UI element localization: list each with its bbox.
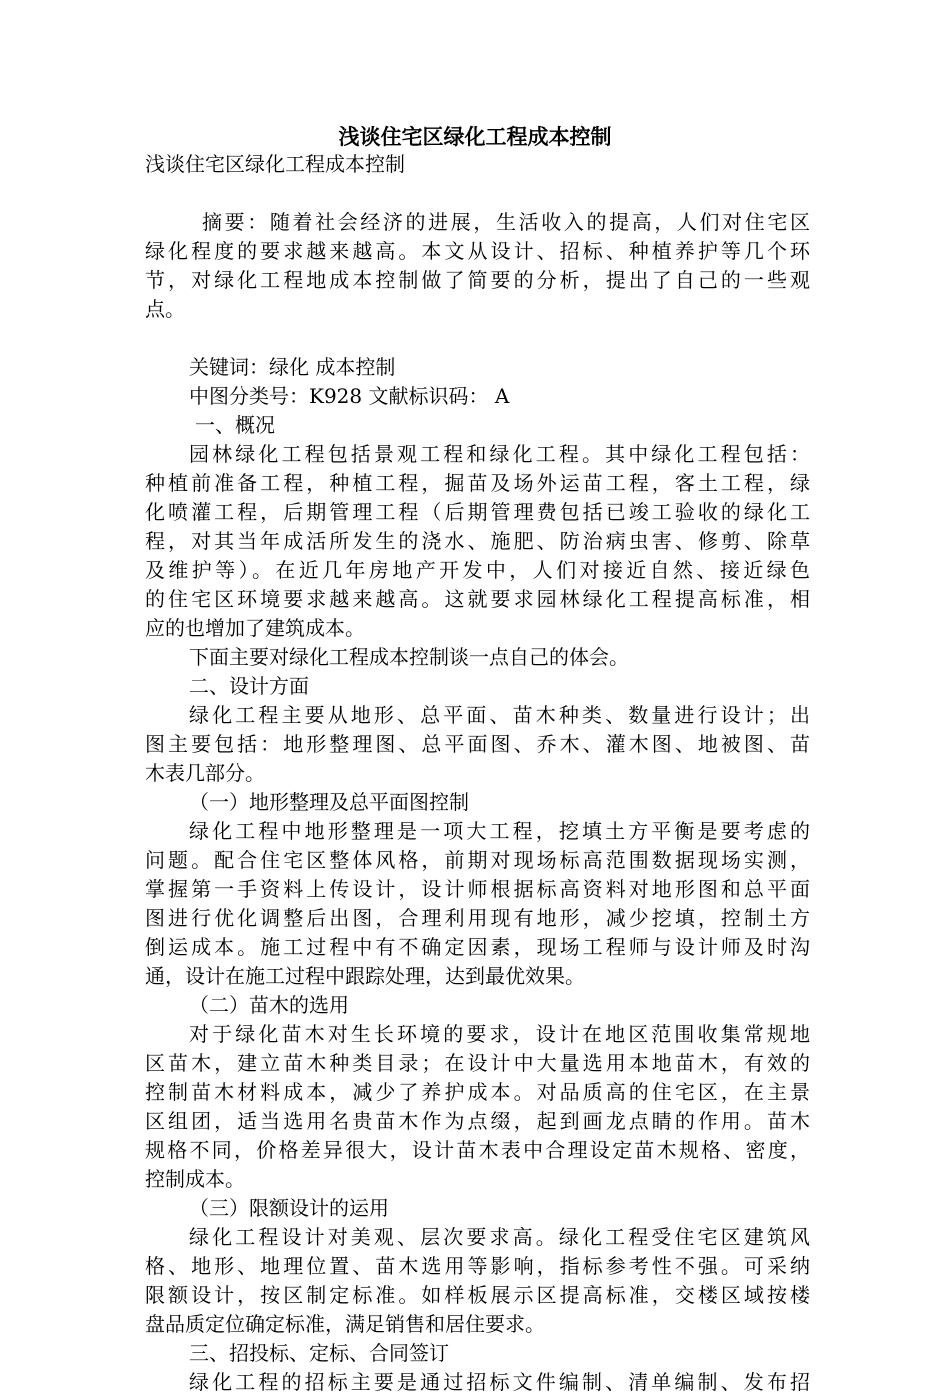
text-line: 种植前准备工程，种植工程，掘苗及场外运苗工程，客土工程，绿 xyxy=(145,471,810,495)
text-line: （一）地形整理及总平面图控制 xyxy=(189,790,469,814)
text-line: 绿化工程的招标主要是通过招标文件编制、清单编制、发布招 xyxy=(189,1370,810,1394)
text-line: 规格不同，价格差异很大，设计苗木表中合理设定苗木规格、密度， xyxy=(145,1138,810,1162)
text-line: 通，设计在施工过程中跟踪处理，达到最优效果。 xyxy=(145,964,585,988)
text-line: 及维护等）。在近几年房地产开发中，人们对接近自然、接近绿色 xyxy=(145,558,810,582)
document-body xyxy=(145,150,810,1397)
text-line: 控制成本。 xyxy=(145,1167,245,1191)
text-line: 绿化工程主要从地形、总平面、苗木种类、数量进行设计；出 xyxy=(189,703,810,727)
text-line: 掌握第一手资料上传设计，设计师根据标高资料对地形图和总平面 xyxy=(145,877,810,901)
text-line: 区苗木，建立苗木种类目录；在设计中大量选用本地苗木，有效的 xyxy=(145,1051,810,1075)
text-line: 关键词：绿化 成本控制 xyxy=(189,355,396,379)
text-line: 问题。配合住宅区整体风格，前期对现场标高范围数据现场实测， xyxy=(145,848,810,872)
document-title: 浅谈住宅区绿化工程成本控制 xyxy=(338,125,612,149)
text-line: 浅谈住宅区绿化工程成本控制 xyxy=(145,152,405,176)
text-line: 摘要：随着社会经济的进展，生活收入的提高，人们对住宅区 xyxy=(202,210,810,234)
text-line: 图主要包括：地形整理图、总平面图、乔木、灌木图、地被图、苗 xyxy=(145,732,810,756)
text-line: 控制苗木材料成本，减少了养护成本。对品质高的住宅区，在主景 xyxy=(145,1080,810,1104)
text-line: 化喷灌工程，后期管理工程（后期管理费包括已竣工验收的绿化工 xyxy=(145,500,810,524)
text-line: 园林绿化工程包括景观工程和绿化工程。其中绿化工程包括： xyxy=(189,442,810,466)
text-line: 图进行优化调整后出图，合理利用现有地形，减少挖填，控制土方 xyxy=(145,906,810,930)
text-line: 中图分类号：K928 文献标识码： A xyxy=(189,384,510,408)
text-line: 绿化工程设计对美观、层次要求高。绿化工程受住宅区建筑风 xyxy=(189,1225,810,1249)
text-line: 节，对绿化工程地成本控制做了简要的分析，提出了自己的一些观 xyxy=(145,268,810,292)
text-line: 的住宅区环境要求越来越高。这就要求园林绿化工程提高标准，相 xyxy=(145,587,810,611)
text-line: （三）限额设计的运用 xyxy=(189,1196,389,1220)
text-line: 三、招投标、定标、合同签订 xyxy=(189,1341,449,1365)
text-line: 二、设计方面 xyxy=(189,674,309,698)
text-line: 绿化程度的要求越来越高。本文从设计、招标、种植养护等几个环 xyxy=(145,239,810,263)
blank-line xyxy=(145,179,810,208)
text-line: 倒运成本。施工过程中有不确定因素，现场工程师与设计师及时沟 xyxy=(145,935,810,959)
text-line: 程，对其当年成活所发生的浇水、施肥、防治病虫害、修剪、除草 xyxy=(145,529,810,553)
text-line: （二）苗木的选用 xyxy=(189,993,349,1017)
text-line: 绿化工程中地形整理是一项大工程，挖填土方平衡是要考虑的 xyxy=(189,819,810,843)
blank-line xyxy=(145,324,810,353)
text-line: 盘品质定位确定标准，满足销售和居住要求。 xyxy=(145,1312,545,1336)
text-line: 格、地形、地理位置、苗木选用等影响，指标参考性不强。可采纳 xyxy=(145,1254,810,1278)
text-line: 点。 xyxy=(145,297,185,321)
text-line: 应的也增加了建筑成本。 xyxy=(145,616,365,640)
text-line: 下面主要对绿化工程成本控制谈一点自己的体会。 xyxy=(189,645,629,669)
text-line: 区组团，适当选用名贵苗木作为点缀，起到画龙点睛的作用。苗木 xyxy=(145,1109,810,1133)
text-line: 对于绿化苗木对生长环境的要求，设计在地区范围收集常规地 xyxy=(189,1022,810,1046)
text-line: 限额设计，按区制定标准。如样板展示区提高标准，交楼区域按楼 xyxy=(145,1283,810,1307)
text-line: 一、概况 xyxy=(195,413,275,437)
text-line: 木表几部分。 xyxy=(145,761,265,785)
